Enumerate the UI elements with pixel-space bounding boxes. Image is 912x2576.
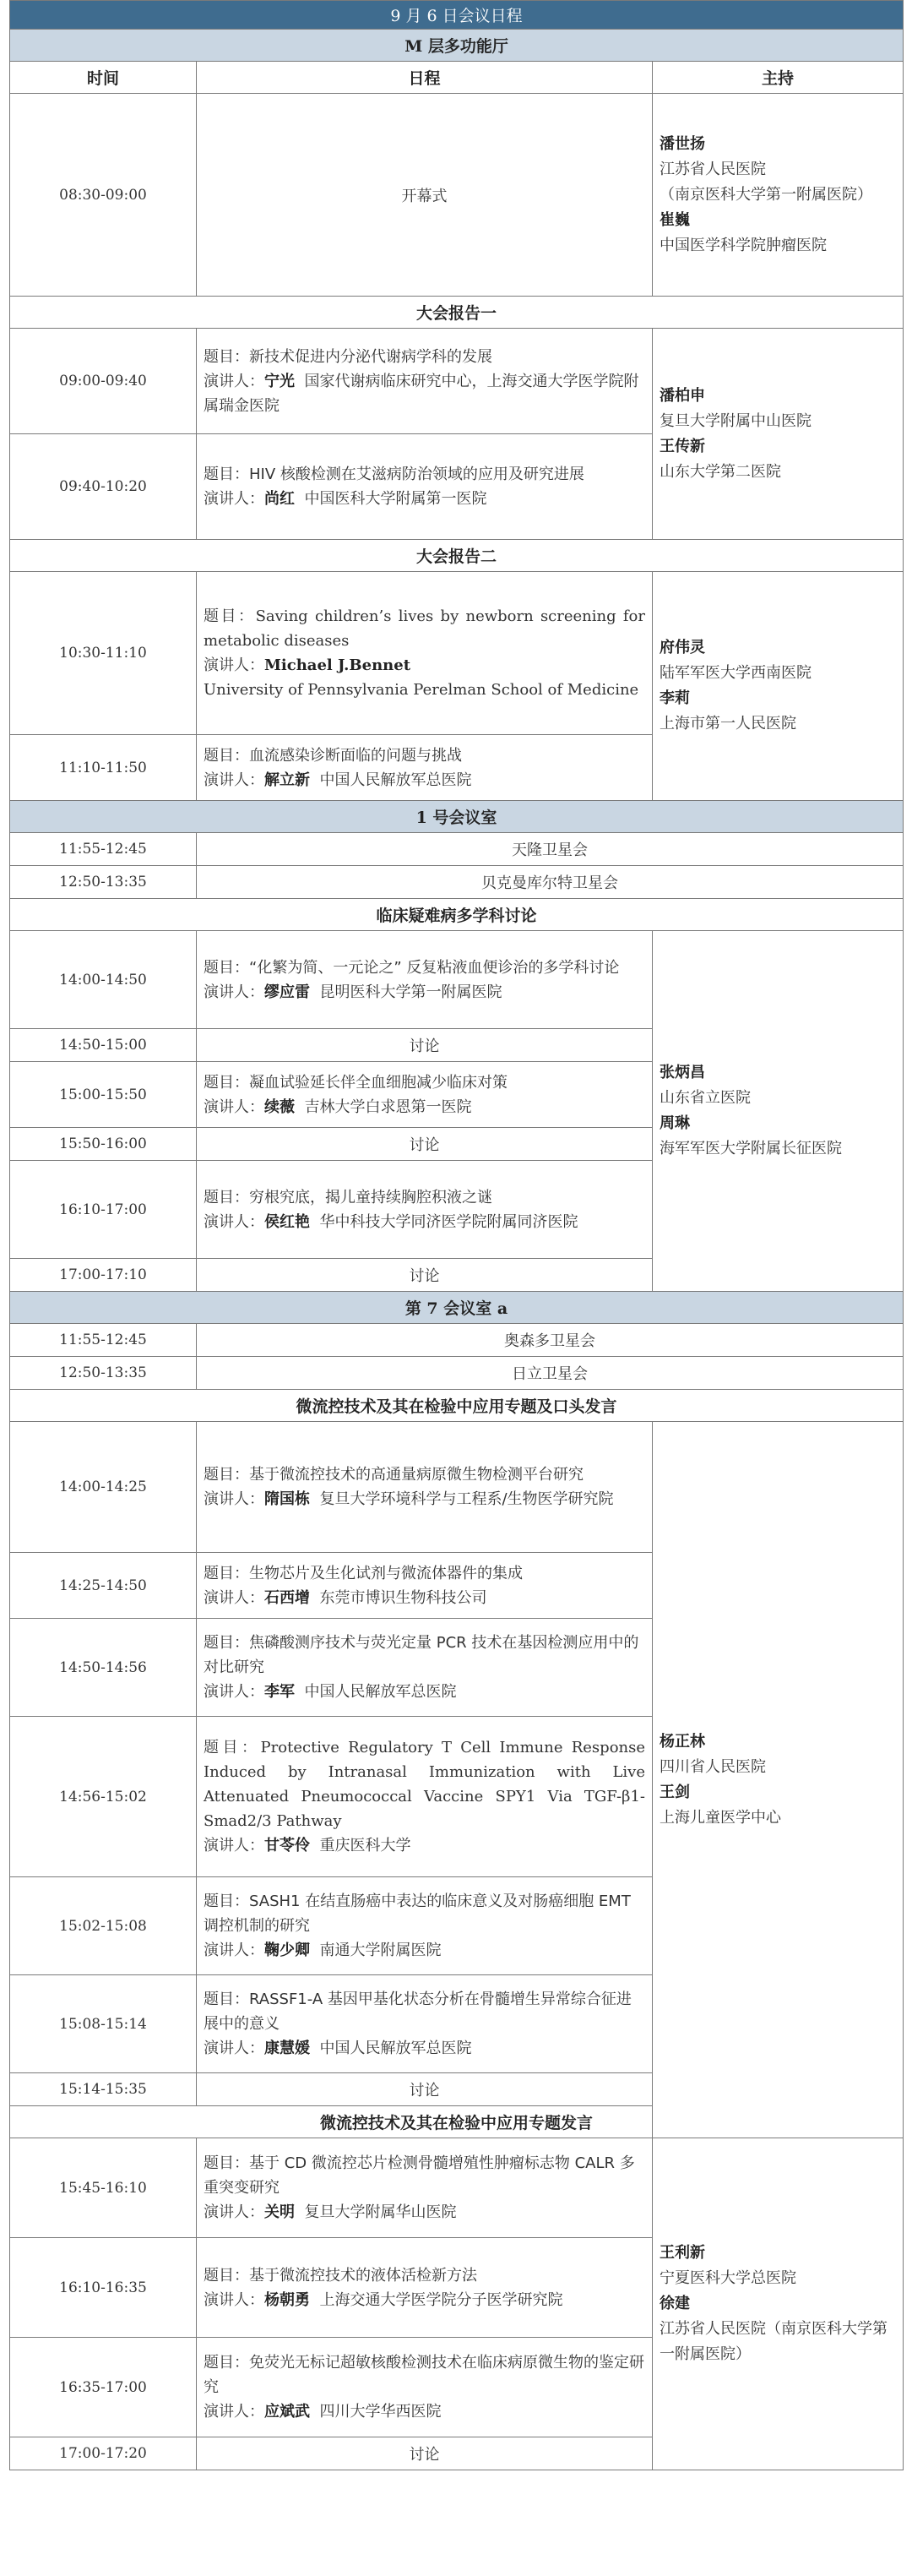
discussion: 讨论 — [197, 2073, 653, 2106]
time-cell: 15:45-16:10 — [10, 2138, 197, 2238]
topic-label: 题目： — [204, 607, 256, 625]
host-name: 王剑 — [660, 1783, 690, 1801]
speaker-name: 解立新 — [264, 771, 310, 789]
topic-label: 题目： — [204, 1073, 249, 1092]
host-name: 周琳 — [660, 1114, 690, 1132]
satellite-session: 贝克曼库尔特卫星会 — [197, 866, 904, 899]
time-cell: 14:00-14:25 — [10, 1422, 197, 1553]
table-row — [10, 866, 904, 899]
col-header-program: 日程 — [197, 62, 653, 94]
schedule-table — [9, 0, 904, 2470]
host-name: 杨正林 — [660, 1732, 705, 1751]
speaker-label: 演讲人： — [204, 771, 264, 789]
discussion: 讨论 — [197, 1259, 653, 1292]
time-cell: 15:14-15:35 — [10, 2073, 197, 2106]
speaker-name: 石西增 — [264, 1588, 310, 1607]
speaker-name: 鞠少卿 — [264, 1942, 310, 1959]
host-cell — [653, 329, 904, 540]
topic-label: 题目： — [204, 746, 249, 765]
table-row — [10, 1422, 904, 1553]
speaker-name: 续薇 — [264, 1097, 295, 1116]
talk-topic: 穷根究底，揭儿童持续胸腔积液之谜 — [249, 1188, 492, 1206]
talk-cell — [197, 1062, 653, 1128]
topic-label: 题目： — [204, 958, 249, 977]
speaker-label: 演讲人： — [204, 372, 264, 390]
speaker-label: 演讲人： — [204, 983, 264, 1001]
talk-cell — [197, 572, 653, 735]
opening-ceremony: 开幕式 — [197, 94, 653, 297]
section-title: 微流控技术及其在检验中应用专题发言 — [10, 2106, 904, 2138]
table-row — [10, 94, 904, 297]
col-header-time: 时间 — [10, 62, 197, 94]
time-cell: 16:10-16:35 — [10, 2238, 197, 2338]
table-row — [10, 2138, 904, 2238]
time-cell: 14:56-15:02 — [10, 1717, 197, 1877]
speaker-label: 演讲人： — [204, 1683, 264, 1701]
speaker-org: 四川大学华西医院 — [319, 2403, 442, 2421]
host-cell — [653, 931, 904, 1292]
topic-label: 题目： — [204, 1634, 249, 1652]
speaker-org: 上海交通大学医学院分子医学研究院 — [319, 2290, 563, 2309]
talk-topic: 基于微流控技术的高通量病原微生物检测平台研究 — [249, 1466, 584, 1484]
speaker-org: University of Pennsylvania Perelman School of Medicine — [204, 681, 639, 699]
topic-label: 题目： — [204, 1564, 249, 1582]
satellite-session: 天隆卫星会 — [197, 833, 904, 866]
host-cell — [653, 1422, 904, 2138]
talk-topic: 焦磷酸测序技术与荧光定量 PCR 技术在基因检测应用中的对比研究 — [204, 1634, 639, 1676]
speaker-name: 缪应雷 — [264, 983, 310, 1001]
time-cell: 08:30-09:00 — [10, 94, 197, 297]
talk-cell — [197, 2138, 653, 2238]
speaker-name: 关明 — [264, 2203, 295, 2221]
talk-cell — [197, 2238, 653, 2338]
topic-label: 题目： — [204, 2354, 249, 2372]
talk-cell — [197, 1619, 653, 1717]
host-name: 李莉 — [660, 689, 690, 707]
time-cell: 14:25-14:50 — [10, 1553, 197, 1619]
speaker-name: 应斌武 — [264, 2403, 310, 2421]
topic-label: 题目： — [204, 347, 249, 366]
talk-cell — [197, 1717, 653, 1877]
section-title: 微流控技术及其在检验中应用专题及口头发言 — [10, 1390, 904, 1422]
speaker-org: 昆明医科大学第一附属医院 — [319, 983, 502, 1001]
talk-cell — [197, 329, 653, 434]
host-org: 宁夏医科大学总医院 — [660, 2269, 796, 2287]
venue-m-floor: M 层多功能厅 — [10, 30, 904, 62]
time-cell: 09:00-09:40 — [10, 329, 197, 434]
host-org: 海军军医大学附属长征医院 — [660, 1140, 842, 1157]
talk-cell — [197, 735, 653, 801]
speaker-name: 杨朝勇 — [264, 2290, 310, 2309]
topic-label: 题目： — [204, 2266, 249, 2285]
speaker-label: 演讲人： — [204, 2290, 264, 2309]
host-org: 山东大学第二医院 — [660, 462, 781, 481]
talk-topic: SASH1 在结直肠癌中表达的临床意义及对肠癌细胞 EMT 调控机制的研究 — [204, 1893, 631, 1935]
host-name: 徐建 — [660, 2295, 690, 2312]
host-org: 复旦大学附属中山医院 — [660, 411, 812, 430]
speaker-label: 演讲人： — [204, 1942, 264, 1959]
time-cell: 10:30-11:10 — [10, 572, 197, 735]
time-cell: 17:00-17:10 — [10, 1259, 197, 1292]
venue-room-7a: 第 7 会议室 a — [10, 1292, 904, 1324]
table-row — [10, 1324, 904, 1357]
speaker-org: 复旦大学附属华山医院 — [304, 2203, 457, 2221]
speaker-org: 中国人民解放军总医院 — [319, 2040, 472, 2057]
topic-label: 题目： — [204, 1739, 261, 1756]
host-name: 王利新 — [660, 2244, 705, 2262]
topic-label: 题目： — [204, 1991, 249, 2008]
time-cell: 14:00-14:50 — [10, 931, 197, 1029]
speaker-org: 华中科技大学同济医学院附属同济医院 — [319, 1212, 578, 1231]
host-org-note: （南京医科大学第一附属医院） — [660, 185, 872, 204]
speaker-label: 演讲人： — [204, 656, 264, 674]
host-org: 四川省人民医院 — [660, 1757, 766, 1776]
talk-topic: 生物芯片及生化试剂与微流体器件的集成 — [249, 1564, 523, 1582]
venue-room-1: 1 号会议室 — [10, 801, 904, 833]
talk-topic: “化繁为简、一元论之” 反复粘液血便诊治的多学科讨论 — [249, 958, 620, 977]
host-org: 上海儿童医学中心 — [660, 1808, 781, 1827]
host-org: 上海市第一人民医院 — [660, 715, 796, 732]
time-cell: 15:08-15:14 — [10, 1975, 197, 2073]
host-org: 江苏省人民医院（南京医科大学第一附属医院） — [660, 2320, 888, 2363]
talk-cell — [197, 2338, 653, 2437]
talk-topic: Saving children’s lives by newborn screening for metabolic diseases — [204, 607, 645, 650]
speaker-org: 中国人民解放军总医院 — [304, 1683, 457, 1701]
time-cell: 14:50-14:56 — [10, 1619, 197, 1717]
time-cell: 15:00-15:50 — [10, 1062, 197, 1128]
talk-topic: 新技术促进内分泌代谢病学科的发展 — [249, 347, 492, 366]
time-cell: 15:50-16:00 — [10, 1128, 197, 1161]
speaker-org: 重庆医科大学 — [319, 1837, 411, 1854]
speaker-label: 演讲人： — [204, 2203, 264, 2221]
speaker-label: 演讲人： — [204, 1490, 264, 1508]
host-name: 王传新 — [660, 437, 705, 455]
host-cell — [653, 2138, 904, 2470]
schedule-title: 9 月 6 日会议日程 — [10, 1, 904, 30]
talk-cell — [197, 434, 653, 540]
talk-topic: Protective Regulatory T Cell Immune Response Induced by Intranasal Immunization with Live Attenuated Pneumococcal Vaccine SPY1 Via TGF-β1-Smad2/3 Pathway — [204, 1739, 646, 1830]
time-cell: 12:50-13:35 — [10, 866, 197, 899]
talk-cell — [197, 1553, 653, 1619]
speaker-org: 东莞市博识生物科技公司 — [319, 1588, 487, 1607]
talk-cell — [197, 1877, 653, 1975]
speaker-name: 隋国栋 — [264, 1490, 310, 1508]
talk-topic: HIV 核酸检测在艾滋病防治领域的应用及研究进展 — [249, 466, 584, 483]
time-cell: 15:02-15:08 — [10, 1877, 197, 1975]
speaker-label: 演讲人： — [204, 1212, 264, 1231]
speaker-name: 李军 — [264, 1683, 295, 1701]
host-name: 张炳昌 — [660, 1064, 705, 1081]
speaker-org: 中国人民解放军总医院 — [319, 771, 472, 789]
section-title: 大会报告一 — [10, 297, 904, 329]
section-title: 大会报告二 — [10, 540, 904, 572]
talk-topic: 凝血试验延长伴全血细胞减少临床对策 — [249, 1073, 508, 1092]
time-cell: 11:55-12:45 — [10, 833, 197, 866]
speaker-name: 宁光 — [264, 372, 295, 390]
host-name: 潘世扬 — [660, 134, 705, 153]
host-name: 府伟灵 — [660, 639, 705, 656]
discussion: 讨论 — [197, 1029, 653, 1062]
host-org: 中国医学科学院肿瘤医院 — [660, 236, 827, 254]
satellite-session: 日立卫星会 — [197, 1357, 904, 1390]
time-cell: 14:50-15:00 — [10, 1029, 197, 1062]
schedule-document — [9, 0, 903, 2576]
speaker-label: 演讲人： — [204, 2040, 264, 2057]
talk-topic: 免荧光无标记超敏核酸检测技术在临床病原微生物的鉴定研究 — [204, 2354, 644, 2396]
host-cell — [653, 94, 904, 297]
satellite-session: 奥森多卫星会 — [197, 1324, 904, 1357]
speaker-label: 演讲人： — [204, 490, 264, 508]
discussion: 讨论 — [197, 1128, 653, 1161]
time-cell: 09:40-10:20 — [10, 434, 197, 540]
time-cell: 17:00-17:20 — [10, 2437, 197, 2470]
speaker-name: 甘苓伶 — [264, 1837, 310, 1854]
talk-cell — [197, 1975, 653, 2073]
topic-label: 题目： — [204, 1893, 249, 1910]
table-row — [10, 1357, 904, 1390]
speaker-label: 演讲人： — [204, 2403, 264, 2421]
host-name: 崔巍 — [660, 210, 690, 229]
table-row — [10, 931, 904, 1029]
host-name: 潘柏申 — [660, 386, 705, 405]
speaker-name: 侯红艳 — [264, 1212, 310, 1231]
host-cell — [653, 572, 904, 801]
host-org: 陆军军医大学西南医院 — [660, 664, 812, 682]
discussion: 讨论 — [197, 2437, 653, 2470]
speaker-org: 南通大学附属医院 — [319, 1942, 442, 1959]
speaker-name: Michael J.Bennet — [264, 656, 411, 674]
topic-label: 题目： — [204, 1188, 249, 1206]
speaker-org: 国家代谢病临床研究中心，上海交通大学医学院附属瑞金医院 — [204, 372, 639, 415]
speaker-org: 吉林大学白求恩第一医院 — [304, 1097, 472, 1116]
section-title: 临床疑难病多学科讨论 — [10, 899, 904, 931]
speaker-org: 中国医科大学附属第一医院 — [304, 490, 487, 508]
host-org: 江苏省人民医院 — [660, 160, 766, 178]
topic-label: 题目： — [204, 1466, 249, 1484]
speaker-label: 演讲人： — [204, 1588, 264, 1607]
table-row — [10, 329, 904, 434]
speaker-org: 复旦大学环境科学与工程系/生物医学研究院 — [319, 1490, 614, 1508]
talk-topic: 基于 CD 微流控芯片检测骨髓增殖性肿瘤标志物 CALR 多重突变研究 — [204, 2154, 635, 2197]
talk-cell — [197, 931, 653, 1029]
table-row — [10, 833, 904, 866]
time-cell: 11:55-12:45 — [10, 1324, 197, 1357]
topic-label: 题目： — [204, 2154, 249, 2172]
topic-label: 题目： — [204, 466, 249, 483]
speaker-label: 演讲人： — [204, 1097, 264, 1116]
time-cell: 11:10-11:50 — [10, 735, 197, 801]
talk-cell — [197, 1422, 653, 1553]
time-cell: 16:35-17:00 — [10, 2338, 197, 2437]
col-header-host: 主持 — [653, 62, 904, 94]
speaker-label: 演讲人： — [204, 1837, 264, 1854]
host-org: 山东省立医院 — [660, 1089, 751, 1107]
speaker-name: 尚红 — [264, 490, 295, 508]
talk-cell — [197, 1161, 653, 1259]
talk-topic: 血流感染诊断面临的问题与挑战 — [249, 746, 462, 765]
talk-topic: 基于微流控技术的液体活检新方法 — [249, 2266, 477, 2285]
time-cell: 16:10-17:00 — [10, 1161, 197, 1259]
table-row — [10, 572, 904, 735]
speaker-name: 康慧媛 — [264, 2040, 310, 2057]
time-cell: 12:50-13:35 — [10, 1357, 197, 1390]
talk-topic: RASSF1-A 基因甲基化状态分析在骨髓增生异常综合征进展中的意义 — [204, 1991, 632, 2033]
